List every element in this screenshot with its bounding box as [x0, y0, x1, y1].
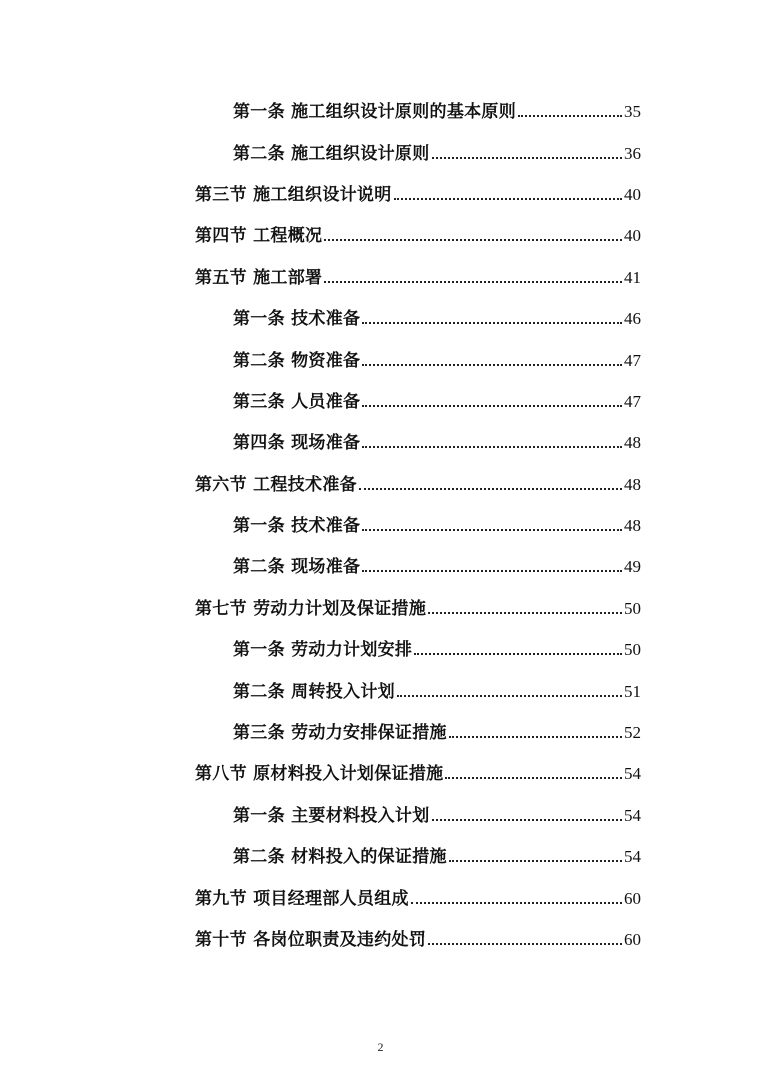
toc-entry-page: 49 — [624, 557, 641, 577]
toc-entry[interactable] — [0, 917, 761, 958]
toc-entry-label: 第九节 项目经理部人员组成 — [195, 888, 409, 909]
toc-entry-label: 第二条 现场准备 — [233, 557, 361, 578]
toc-leader-dots — [324, 239, 622, 241]
toc-entry-label: 第十节 各岗位职责及违约处罚 — [195, 930, 427, 950]
toc-entry[interactable] — [0, 503, 761, 544]
toc-leader-dots — [518, 115, 622, 117]
toc-entry-label: 第四条 现场准备 — [233, 433, 361, 454]
toc-entry-page: 41 — [624, 267, 641, 287]
toc-entry[interactable] — [0, 420, 761, 461]
toc-entry-page: 46 — [624, 309, 641, 329]
toc-entry[interactable] — [0, 379, 761, 420]
toc-leader-dots — [362, 529, 622, 531]
toc-entry-label: 第一条 主要材料投入计划 — [233, 805, 430, 826]
toc-leader-dots — [428, 612, 622, 614]
toc-entry[interactable] — [0, 586, 761, 627]
toc-entry-page: 48 — [624, 474, 641, 494]
toc-entry-page: 47 — [624, 391, 641, 411]
toc-entry-label: 第五节 施工部署 — [195, 267, 323, 288]
toc-leader-dots — [359, 488, 622, 490]
toc-entry-label: 第二条 施工组织设计原则 — [233, 143, 430, 164]
toc-entry-label: 第一条 施工组织设计原则的基本原则 — [233, 102, 517, 123]
toc-entry-page: 48 — [624, 516, 641, 536]
toc-entry-page: 36 — [624, 143, 641, 163]
toc-entry[interactable] — [0, 89, 761, 130]
toc-entry[interactable] — [0, 751, 761, 792]
toc-entry[interactable] — [0, 627, 761, 668]
toc-entry-page: 48 — [624, 433, 641, 453]
toc-entry-page: 60 — [624, 888, 641, 908]
toc-entry-page: 54 — [624, 764, 641, 784]
toc-entry[interactable] — [0, 255, 761, 296]
toc-entry-label: 第三条 人员准备 — [233, 391, 361, 412]
toc-entry-label: 第四节 工程概况 — [195, 226, 323, 247]
toc-entry-label: 第二条 材料投入的保证措施 — [233, 847, 447, 868]
toc-leader-dots — [449, 736, 622, 738]
toc-entry[interactable] — [0, 668, 761, 709]
toc-leader-dots — [324, 281, 622, 283]
toc-entry[interactable] — [0, 875, 761, 916]
toc-entry-page: 54 — [624, 847, 641, 867]
toc-entry-label: 第七节 劳动力计划及保证措施 — [195, 598, 427, 619]
toc-entry-page: 51 — [624, 681, 641, 701]
toc-entry[interactable] — [0, 130, 761, 171]
toc-entry[interactable] — [0, 834, 761, 875]
toc-entry-label: 第一条 技术准备 — [233, 309, 361, 330]
toc-leader-dots — [445, 777, 622, 779]
toc-leader-dots — [449, 860, 622, 862]
toc-entry-label: 第二条 物资准备 — [233, 350, 361, 371]
toc-leader-dots — [362, 322, 622, 324]
toc-entry[interactable] — [0, 213, 761, 254]
toc-leader-dots — [432, 157, 622, 159]
toc-entry-label: 第六节 工程技术准备 — [195, 474, 357, 495]
toc-entry-label: 第三节 施工组织设计说明 — [195, 184, 392, 205]
toc-entry-page: 54 — [624, 805, 641, 825]
toc-entry[interactable] — [0, 710, 761, 751]
toc-entry-page: 40 — [624, 184, 641, 204]
toc-entry-label: 第三条 劳动力安排保证措施 — [233, 723, 447, 744]
toc-entry[interactable] — [0, 337, 761, 378]
toc-entry-page: 47 — [624, 350, 641, 370]
toc-entry-label: 第二条 周转投入计划 — [233, 681, 395, 702]
toc-leader-dots — [362, 364, 622, 366]
toc-leader-dots — [362, 446, 622, 448]
toc-entry-label: 第八节 原材料投入计划保证措施 — [195, 764, 444, 785]
toc-entry-label: 第一条 劳动力计划安排 — [233, 640, 413, 661]
toc-entry-page: 50 — [624, 640, 641, 660]
toc-entry[interactable] — [0, 172, 761, 213]
page-number: 2 — [377, 1040, 384, 1054]
toc-entry-label: 第一条 技术准备 — [233, 516, 361, 537]
toc-leader-dots — [362, 570, 622, 572]
toc-leader-dots — [411, 902, 622, 904]
toc-leader-dots — [414, 653, 622, 655]
toc-leader-dots — [397, 695, 622, 697]
toc-leader-dots — [432, 819, 622, 821]
toc-entry[interactable] — [0, 544, 761, 585]
toc-entry[interactable] — [0, 296, 761, 337]
toc-leader-dots — [394, 198, 622, 200]
toc-entry-page: 50 — [624, 598, 641, 618]
table-of-contents — [0, 89, 761, 958]
toc-entry[interactable] — [0, 793, 761, 834]
toc-leader-dots — [362, 405, 622, 407]
toc-entry-page: 60 — [624, 930, 641, 949]
toc-entry-page: 52 — [624, 723, 641, 743]
toc-leader-dots — [428, 943, 622, 945]
toc-entry-page: 35 — [624, 102, 641, 122]
toc-entry[interactable] — [0, 462, 761, 503]
toc-entry-page: 40 — [624, 226, 641, 246]
